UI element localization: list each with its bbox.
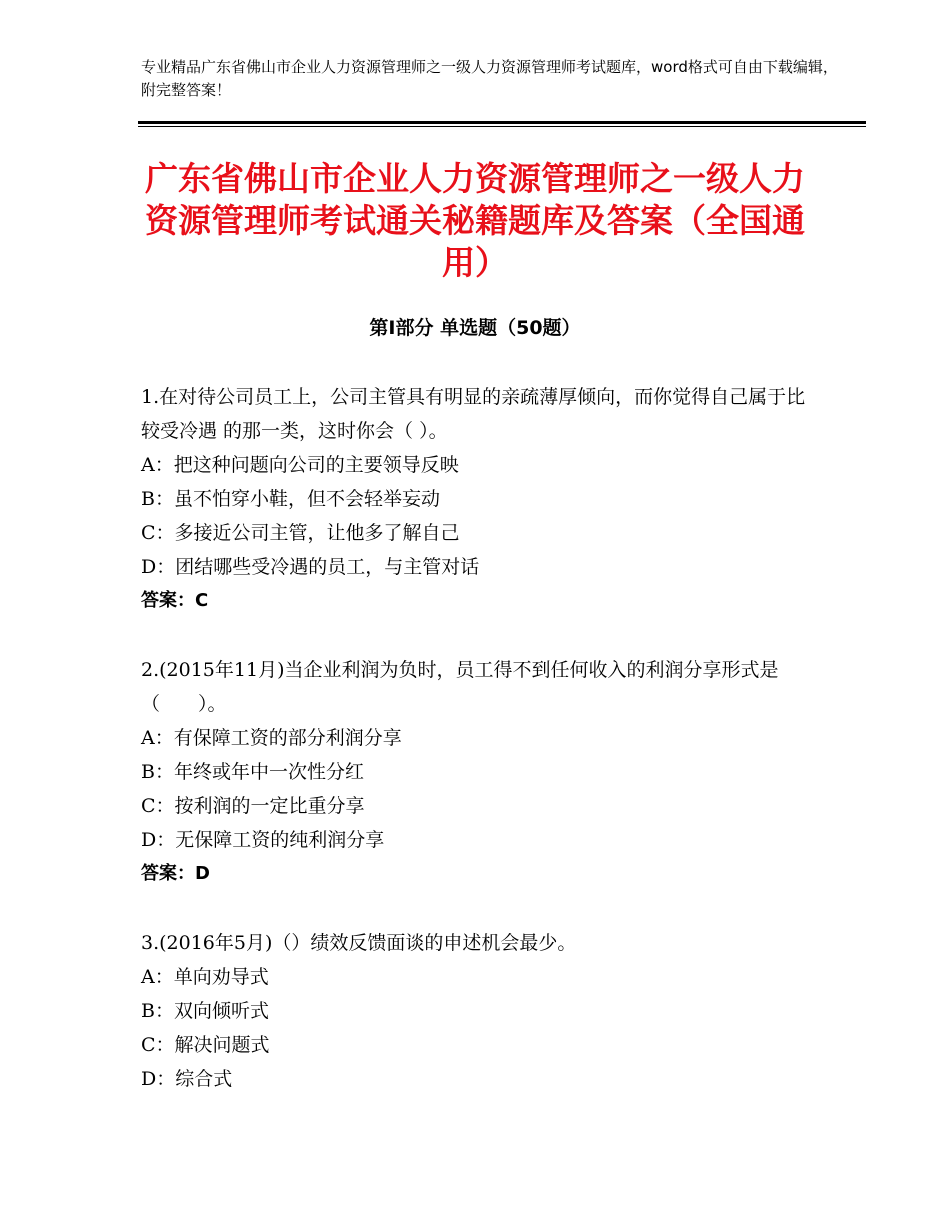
option-d: D：团结哪些受冷遇的员工，与主管对话 [141, 556, 480, 578]
option-c: C：多接近公司主管，让他多了解自己 [141, 522, 460, 544]
answer: 答案：C [141, 590, 209, 611]
option-c: C：解决问题式 [141, 1034, 270, 1056]
option-c: C：按利润的一定比重分享 [141, 795, 365, 817]
header-note: 专业精品广东省佛山市企业人力资源管理师之一级人力资源管理师考试题库，word格式可自由下载编辑，附完整答案！ [141, 58, 838, 99]
option-a: A：把这种问题向公司的主要领导反映 [141, 454, 459, 476]
option-b: B：双向倾听式 [141, 1000, 269, 1022]
option-a: A：有保障工资的部分利润分享 [141, 727, 402, 749]
question-stem: 3.(2016年5月)（）绩效反馈面谈的申述机会最少。 [141, 932, 577, 954]
question-3 [141, 926, 821, 1096]
question-stem: 1.在对待公司员工上，公司主管具有明显的亲疏薄厚倾向，而你觉得自己属于比较受冷遇 的那一类，这时你会（ ）。 [141, 386, 806, 442]
header-rule-thin [138, 126, 866, 127]
question-2 [141, 653, 821, 891]
section-title: 第Ⅰ部分 单选题（50题） [369, 317, 581, 339]
question-stem: 2.(2015年11月)当企业利润为负时，员工得不到任何收入的利润分享形式是（ ）。 [141, 659, 779, 715]
answer: 答案：D [141, 863, 210, 884]
question-1 [141, 380, 821, 618]
header-rule-thick [138, 121, 866, 124]
option-d: D：无保障工资的纯利润分享 [141, 829, 385, 851]
option-b: B：虽不怕穿小鞋，但不会轻举妄动 [141, 488, 440, 510]
option-b: B：年终或年中一次性分红 [141, 761, 364, 783]
option-a: A：单向劝导式 [141, 966, 269, 988]
option-d: D：综合式 [141, 1068, 233, 1090]
document-title: 广东省佛山市企业人力资源管理师之一级人力资源管理师考试通关秘籍题库及答案（全国通用） [145, 159, 805, 282]
